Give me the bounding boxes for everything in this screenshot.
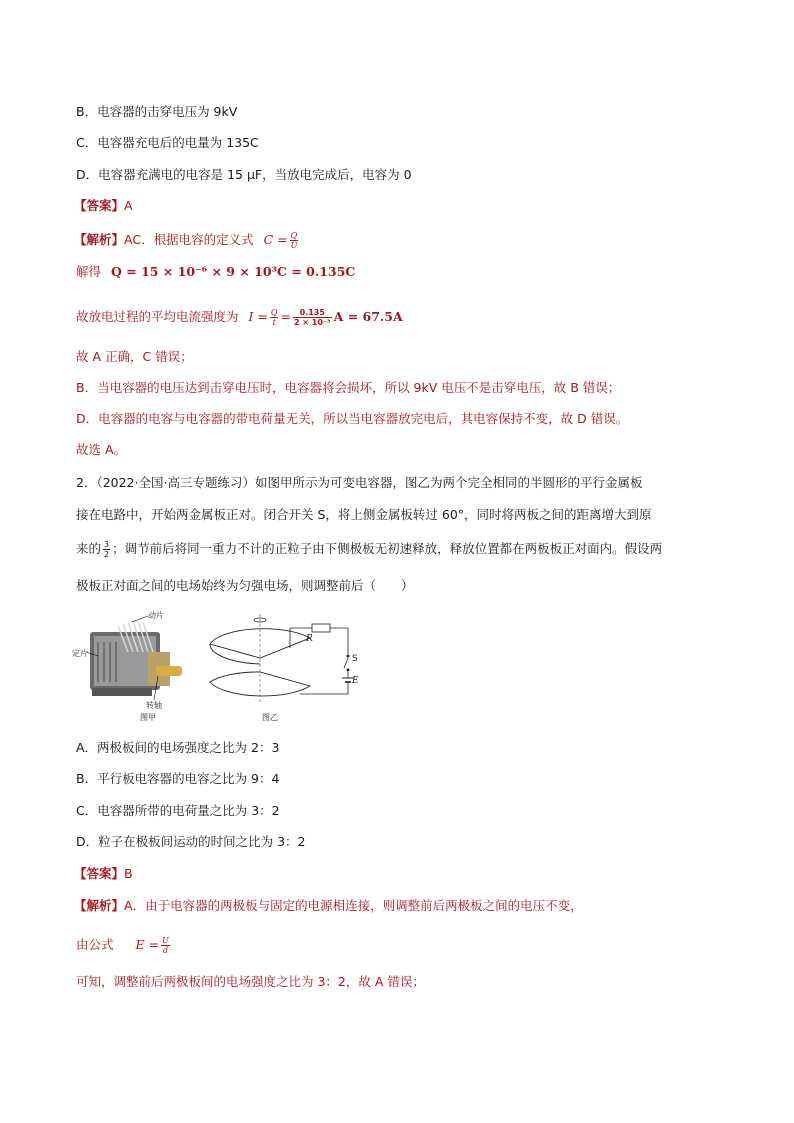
option-b-q2: B．平行板电容器的电容之比为 9：4	[76, 771, 280, 786]
formula-lhs: I =	[248, 309, 268, 324]
analysis-q1-line6: D．电容器的电容与电容器的带电荷量无关，所以当电容器放完电后，其电容保持不变，故 D 错误。	[76, 411, 629, 426]
variable-capacitor-photo	[72, 611, 188, 722]
answer-value: A	[124, 198, 133, 213]
label-moving-plate: 动片	[148, 611, 164, 620]
answer-label: 【答案】	[74, 866, 125, 881]
caption-fig1: 图甲	[140, 713, 156, 722]
line-prefix: 由公式	[76, 937, 114, 952]
label-shaft: 转轴	[146, 701, 162, 710]
option-b-q1: B．电容器的击穿电压为 9kV	[76, 104, 238, 119]
formula-fraction-2: $\frac{0.135}{\text{2 × 10⁻³}}$	[293, 308, 331, 327]
question2-line1: 2．（2022·全国·高三专题练习）如图甲所示为可变电容器，图乙为两个完全相同的半圆形的平行金属板	[76, 475, 643, 490]
label-emf: E	[352, 676, 359, 686]
formula-fraction: $\frac{Q}{t}$	[270, 308, 278, 327]
option-a-q2: A．两极板间的电场强度之比为 2：3	[76, 740, 280, 755]
analysis-label: 【解析】	[74, 232, 125, 247]
analysis-q2-line1	[74, 897, 583, 915]
analysis-q1-line5: B．当电容器的电压达到击穿电压时，电容器将会损坏，所以 9kV 电压不是击穿电压，故 B 错误；	[76, 380, 621, 395]
label-switch: S	[352, 654, 358, 664]
analysis-q1-line1	[74, 231, 300, 250]
formula-result: A = 67.5A	[333, 309, 403, 324]
caption-fig2: 图乙	[262, 713, 278, 722]
question2-line3	[76, 540, 662, 559]
analysis-q2-line2	[76, 936, 172, 955]
label-resistor: R	[306, 634, 313, 644]
option-d-q1: D．电容器充满电的电容是 15 μF，当放电完成后，电容为 0	[76, 167, 412, 182]
option-c-q2: C．电容器所带的电荷量之比为 3：2	[76, 803, 280, 818]
option-d-q2: D．粒子在极板间运动的时间之比为 3：2	[76, 834, 306, 849]
analysis-q1-line3: 故放电过程的平均电流强度为 I = $\frac{Q}{t}$ = $\frac{0.135}{\text{2 × 10⁻³}}$ A = 67.5A	[76, 308, 403, 327]
answer-value: B	[124, 866, 133, 881]
answer-label: 【答案】	[74, 198, 125, 213]
formula-fraction: $\frac{Q}{U}$	[290, 231, 298, 250]
line-prefix: 来的	[76, 541, 102, 556]
analysis-text: A．由于电容器的两极板与固定的电源相连接，则调整前后两极板之间的电压不变，	[124, 898, 583, 913]
question2-line2: 接在电路中，开始两金属板正对。闭合开关 S，将上侧金属板转过 60°，同时将两板之间的距离增大到原	[76, 507, 652, 522]
formula-fraction: $\frac{U}{d}$	[162, 936, 169, 955]
formula-lhs: E =	[135, 937, 160, 952]
analysis-q2-line3: 可知，调整前后两极板间的电场强度之比为 3：2，故 A 错误；	[76, 974, 425, 989]
label-fixed-plate: 定片	[72, 649, 88, 658]
formula-lhs: C =	[263, 232, 288, 247]
formula: Q = 15 × 10⁻⁶ × 9 × 10³C = 0.135C	[111, 264, 356, 279]
analysis-text: AC．根据电容的定义式	[124, 232, 254, 247]
line-suffix: ；调节前后将同一重力不计的正粒子由下侧极板无初速释放，释放位置都在两板板正对面内。假设两	[112, 541, 663, 556]
answer-q1	[74, 197, 133, 215]
analysis-label: 【解析】	[74, 898, 125, 913]
analysis-q1-line7: 故选 A。	[76, 442, 127, 457]
answer-q2	[74, 865, 133, 883]
line-prefix: 解得	[76, 264, 102, 279]
circuit-diagram	[200, 614, 370, 724]
option-c-q1: C．电容器充电后的电量为 135C	[76, 135, 259, 150]
analysis-q1-line2	[76, 263, 355, 281]
fraction: $\frac{3}{2}$	[104, 540, 110, 559]
question2-line4: 极板正对面之间的电场始终为匀强电场，则调整前后（ ）	[76, 578, 414, 593]
analysis-q1-line4: 故 A 正确，C 错误；	[76, 349, 193, 364]
line-prefix: 故放电过程的平均电流强度为	[76, 309, 239, 324]
